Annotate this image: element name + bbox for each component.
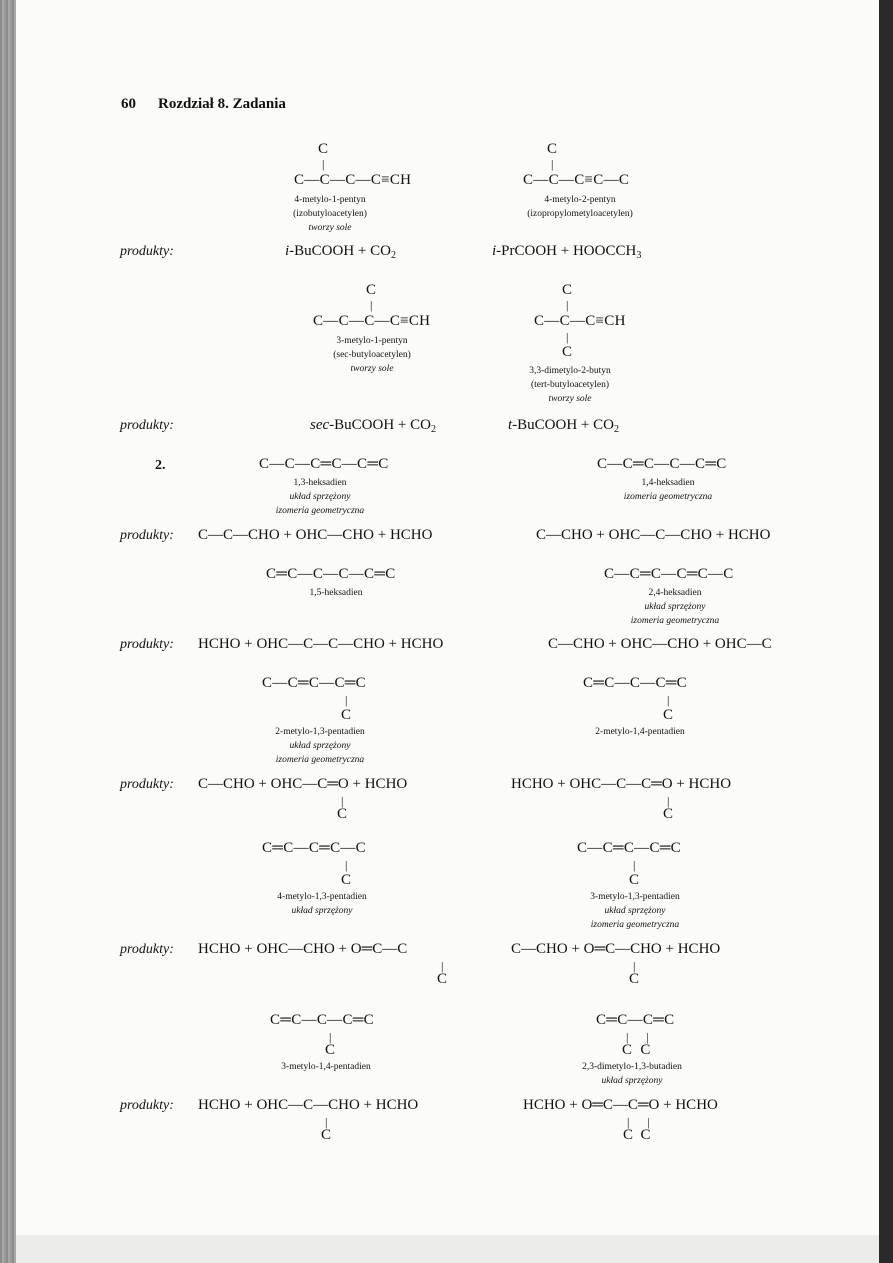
r4-products-left: HCHO + OHC—C—C—CHO + HCHO xyxy=(198,636,444,652)
r1-left-name2: (izobutyloacetylen) xyxy=(293,209,367,219)
bond: | xyxy=(667,693,670,707)
r3-right-chain: C—C═C—C—C═C xyxy=(597,456,727,472)
r1-right-branch: C xyxy=(547,141,558,157)
r1-products-left: i-BuCOOH + $CO_2$ xyxy=(285,243,396,261)
r7-products-left-branch: C xyxy=(321,1127,332,1143)
r2-left-chain: C—C—C—C≡CH xyxy=(313,313,431,329)
products-label: produkty: xyxy=(120,777,174,792)
bond: | xyxy=(566,298,569,312)
products-label: produkty: xyxy=(120,244,174,259)
r6-products-left: HCHO + OHC—CHO + O═C—C xyxy=(198,941,408,957)
bond: | xyxy=(329,1030,332,1044)
r5-left-note: układ sprzężony xyxy=(289,741,351,751)
r5-left-branch: C xyxy=(341,707,352,723)
bond: | xyxy=(441,959,444,973)
r6-right-branch: C xyxy=(629,872,640,888)
r7-left-chain: C═C—C—C═C xyxy=(270,1012,374,1028)
bond: | xyxy=(345,693,348,707)
r5-products-right: HCHO + OHC—C—C═O + HCHO xyxy=(511,776,732,792)
bond: | xyxy=(633,858,636,872)
r4-left-name: 1,5-heksadien xyxy=(309,588,363,598)
r4-right-note: układ sprzężony xyxy=(644,602,706,612)
r5-products-right-branch: C xyxy=(663,806,674,822)
page-number: 60 xyxy=(121,96,136,112)
r2-left-name2: (sec-butyloacetylen) xyxy=(333,350,411,360)
bond: | | xyxy=(627,1115,650,1129)
r5-right-branch: C xyxy=(663,707,674,723)
r4-right-name: 2,4-heksadien xyxy=(648,588,702,598)
chapter-title: Rozdział 8. Zadania xyxy=(158,96,286,112)
products-label: produkty: xyxy=(120,528,174,543)
r5-left-name: 2-metylo-1,3-pentadien xyxy=(275,727,365,737)
r5-products-left: C—CHO + OHC—C═O + HCHO xyxy=(198,776,408,792)
r6-right-chain: C—C═C—C═C xyxy=(577,840,681,856)
r7-right-note: układ sprzężony xyxy=(601,1076,663,1086)
r2-right-note: tworzy sole xyxy=(548,394,592,404)
r2-right-chain: C—C—C≡CH xyxy=(534,313,626,329)
r7-right-branches: C C xyxy=(622,1042,651,1058)
scan-left-edge xyxy=(0,0,16,1263)
r5-left-chain: C—C═C—C═C xyxy=(262,675,366,691)
r6-right-note2: izomeria geometryczna xyxy=(590,920,680,930)
r1-left-chain: C—C—C—C≡CH xyxy=(294,172,412,188)
r3-left-name: 1,3-heksadien xyxy=(293,478,347,488)
products-label: produkty: xyxy=(120,418,174,433)
r1-products-right: i-PrCOOH + $HOOCCH_3$ xyxy=(492,243,642,261)
r6-left-note: układ sprzężony xyxy=(291,906,353,916)
r2-left-name: 3-metylo-1-pentyn xyxy=(336,336,408,346)
r1-right-name2: (izopropylometyloacetylen) xyxy=(527,209,633,219)
products-label: produkty: xyxy=(120,1098,174,1113)
bond: | xyxy=(551,157,554,171)
r7-left-branch: C xyxy=(325,1042,336,1058)
r1-left-note: tworzy sole xyxy=(308,223,352,233)
r3-left-note: układ sprzężony xyxy=(289,492,351,502)
r6-products-left-branch: C xyxy=(437,971,448,987)
bond: | xyxy=(345,858,348,872)
r5-left-note2: izomeria geometryczna xyxy=(275,755,365,765)
r6-right-name: 3-metylo-1,3-pentadien xyxy=(590,892,680,902)
page-header xyxy=(121,96,286,113)
r1-left-branch: C xyxy=(318,141,329,157)
r3-products-right: C—CHO + OHC—C—CHO + HCHO xyxy=(536,527,771,543)
r6-products-right-branch: C xyxy=(629,971,640,987)
r2-right-name: 3,3-dimetylo-2-butyn xyxy=(529,366,611,376)
r2-left-note: tworzy sole xyxy=(350,364,394,374)
r4-left-chain: C═C—C—C—C═C xyxy=(266,566,396,582)
r2-left-branch: C xyxy=(366,282,377,298)
r5-products-left-branch: C xyxy=(337,806,348,822)
r7-right-name: 2,3-dimetylo-1,3-butadien xyxy=(582,1062,682,1072)
r7-products-right: HCHO + O═C—C═O + HCHO xyxy=(523,1097,718,1113)
r3-right-note: izomeria geometryczna xyxy=(623,492,713,502)
r5-right-chain: C═C—C—C═C xyxy=(583,675,687,691)
r2-products-right: t-BuCOOH + $CO_2$ xyxy=(508,417,619,435)
r7-products-right-branches: C C xyxy=(623,1127,651,1143)
r6-left-branch: C xyxy=(341,872,352,888)
r7-left-name: 3-metylo-1,4-pentadien xyxy=(281,1062,371,1072)
r5-right-name: 2-metylo-1,4-pentadien xyxy=(595,727,685,737)
bond: | xyxy=(667,794,670,808)
r6-left-chain: C═C—C═C—C xyxy=(262,840,366,856)
r7-right-chain: C═C—C═C xyxy=(596,1012,675,1028)
r3-products-left: C—C—CHO + OHC—CHO + HCHO xyxy=(198,527,433,543)
r7-products-left: HCHO + OHC—C—CHO + HCHO xyxy=(198,1097,419,1113)
bond: | | xyxy=(626,1030,649,1044)
r3-left-note2: izomeria geometryczna xyxy=(275,506,365,516)
bond: | xyxy=(566,330,569,344)
r6-right-note: układ sprzężony xyxy=(604,906,666,916)
r4-right-chain: C—C═C—C═C—C xyxy=(604,566,734,582)
r4-right-note2: izomeria geometryczna xyxy=(630,616,720,626)
r6-products-right: C—CHO + O═C—CHO + HCHO xyxy=(511,941,721,957)
bond: | xyxy=(633,959,636,973)
bond: | xyxy=(322,157,325,171)
r3-left-chain: C—C—C═C—C═C xyxy=(259,456,389,472)
r2-products-left: sec-BuCOOH + $CO_2$ xyxy=(310,417,436,435)
scan-bottom-edge xyxy=(16,1235,879,1263)
problem-number: 2. xyxy=(155,458,166,473)
r1-right-chain: C—C—C≡C—C xyxy=(523,172,630,188)
r1-left-name: 4-metylo-1-pentyn xyxy=(294,195,366,205)
scan-right-edge xyxy=(879,0,893,1263)
r1-right-name: 4-metylo-2-pentyn xyxy=(544,195,616,205)
r4-products-right: C—CHO + OHC—CHO + OHC—C xyxy=(548,636,772,652)
r3-right-name: 1,4-heksadien xyxy=(641,478,695,488)
r2-right-name2: (tert-butyloacetylen) xyxy=(530,380,610,390)
r6-left-name: 4-metylo-1,3-pentadien xyxy=(277,892,367,902)
bond: | xyxy=(341,794,344,808)
products-label: produkty: xyxy=(120,942,174,957)
r2-right-branch-top: C xyxy=(562,282,573,298)
bond: | xyxy=(370,298,373,312)
bond: | xyxy=(325,1115,328,1129)
r2-right-branch-bottom: C xyxy=(562,344,573,360)
products-label: produkty: xyxy=(120,637,174,652)
